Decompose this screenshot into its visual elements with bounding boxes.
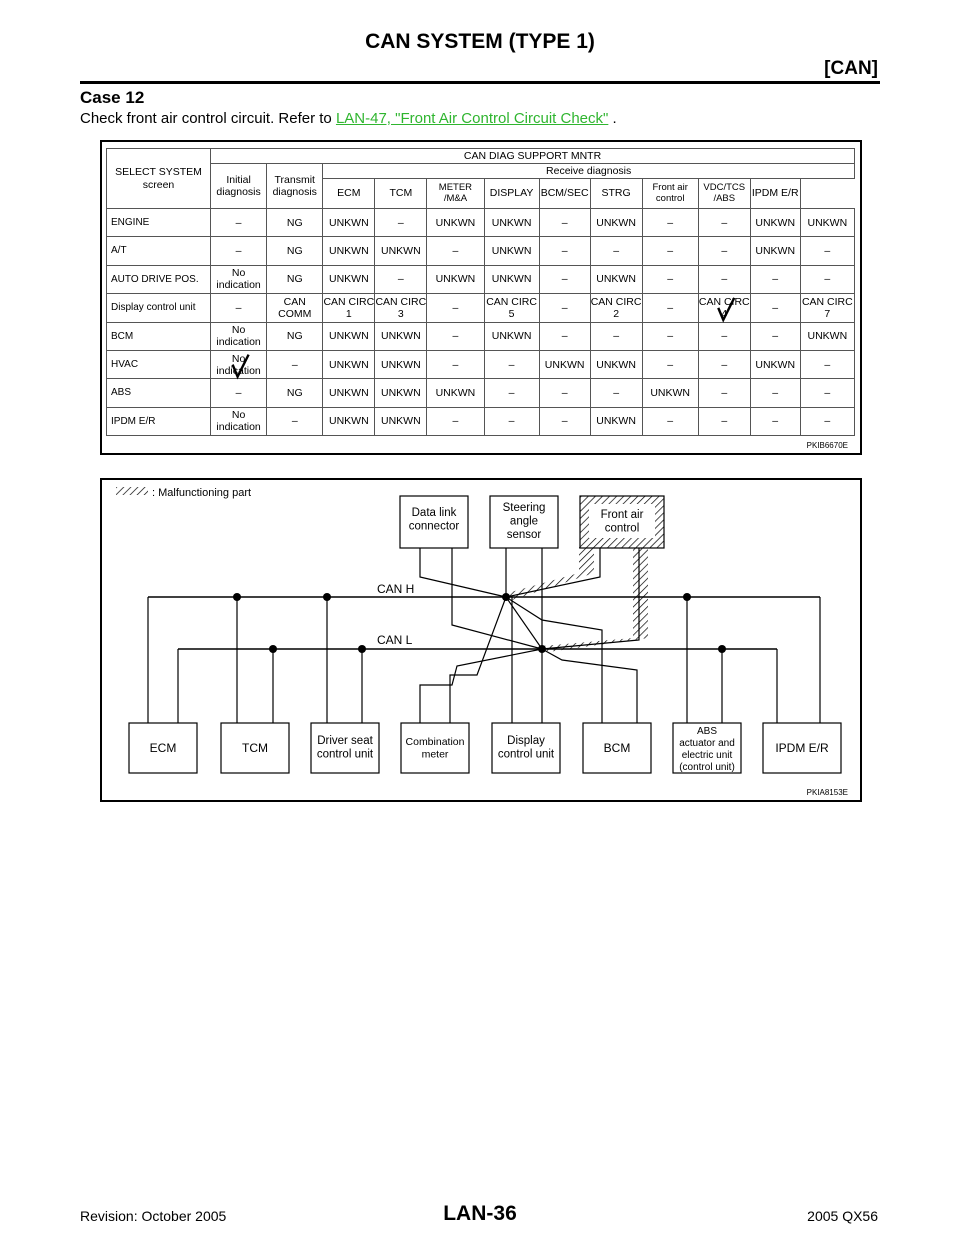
svg-text:IPDM E/R: IPDM E/R [775,741,829,755]
svg-text:Steeringanglesensor: Steering angle sensor [502,502,546,541]
table-cell: NG [267,237,323,265]
table-cell: – [800,379,854,407]
table-cell: – [539,294,590,322]
system-name-cell: BCM [107,322,211,350]
can-diag-table-figure [100,140,862,455]
table-cell: – [427,237,484,265]
table-cell: NG [267,322,323,350]
table-cell: – [750,294,800,322]
table-cell: UNKWN [323,350,375,378]
revision-date: Revision: October 2005 [80,1208,227,1224]
table-cell: – [211,294,267,322]
table-cell: No indication [211,265,267,293]
instruction-text: Check front air control circuit. Refer to [80,110,336,127]
header-rule [80,81,880,84]
page-number: LAN-36 [443,1202,517,1225]
table-cell: UNKWN [484,322,539,350]
section-tag: [CAN] [824,58,878,79]
system-name-cell: HVAC [107,350,211,378]
table-cell: – [211,237,267,265]
driver-seat-control-unit [311,723,379,773]
system-name-cell: IPDM E/R [107,407,211,435]
case-instruction [80,110,617,127]
table-cell: – [539,379,590,407]
table-cell: – [484,379,539,407]
table-cell: No indication [211,407,267,435]
column-header: IPDM E/R [750,179,800,209]
steering-angle-sensor-unit [490,496,558,548]
table-cell: – [698,209,750,237]
table-cell: – [375,209,427,237]
table-cell: UNKWN [375,237,427,265]
svg-text:ABSactuator andelectric unit(c: ABS actuator and electric unit (control unit) [679,726,735,773]
table-cell: – [698,350,750,378]
svg-text:Displaycontrol unit: Display control unit [497,735,555,761]
table-cell: – [750,379,800,407]
table-cell: – [590,379,642,407]
table-cell: – [642,237,698,265]
front-air-control-unit [580,496,664,548]
combination-meter-unit [401,723,469,773]
column-header: TCM [375,179,427,209]
table-cell: – [642,209,698,237]
table-cell: UNKWN [539,350,590,378]
table-cell: No indication [211,350,267,378]
table-cell: CAN CIRC 2 [590,294,642,322]
table-cell: – [750,322,800,350]
svg-text:Combinationmeter: Combination meter [405,736,465,761]
table-cell: – [211,209,267,237]
table-cell: – [800,237,854,265]
check-marks [102,142,860,453]
svg-text:ECM: ECM [149,741,177,755]
table-cell: – [698,322,750,350]
table-cell: – [698,379,750,407]
display-control-unit [492,723,560,773]
table-cell: – [642,265,698,293]
can-h-label: CAN H [377,582,415,596]
column-header: BCM/SEC [539,179,590,209]
legend-hatch-swatch [116,487,148,495]
table-cell: – [590,237,642,265]
can-diag-header: CAN DIAG SUPPORT MNTR [211,149,855,164]
table-cell: UNKWN [323,322,375,350]
table-cell: UNKWN [750,350,800,378]
model-year: 2005 QX56 [807,1208,878,1224]
system-name-cell: ABS [107,379,211,407]
system-name-cell: A/T [107,237,211,265]
abs-unit [673,723,741,773]
initial-diagnosis-header: Initial diagnosis [211,164,267,209]
table-cell: – [484,407,539,435]
check-mark-icon [718,298,734,320]
table-cell: UNKWN [427,209,484,237]
check-mark-icon [233,355,249,377]
table-cell: – [484,350,539,378]
table-cell: UNKWN [323,407,375,435]
table-cell: UNKWN [323,379,375,407]
table-cell: NG [267,379,323,407]
instruction-suffix: . [608,110,617,127]
table-cell: – [427,322,484,350]
table-cell: CAN CIRC 4 [698,294,750,322]
table-cell: – [590,322,642,350]
table-cell: UNKWN [375,322,427,350]
dlc-unit [400,496,468,548]
svg-text:TCM: TCM [242,741,268,755]
table-cell: NG [267,209,323,237]
column-header: VDC/TCS /ABS [698,179,750,209]
table-cell: – [642,350,698,378]
table-cell: UNKWN [323,265,375,293]
table-cell: UNKWN [375,379,427,407]
table-cell: – [267,407,323,435]
can-network-diagram-figure [100,478,862,802]
receive-diagnosis-header: Receive diagnosis [323,164,855,179]
table-cell: UNKWN [800,322,854,350]
connection-wires [148,548,820,723]
transmit-diagnosis-header: Transmit diagnosis [267,164,323,209]
system-name-cell: AUTO DRIVE POS. [107,265,211,293]
table-cell: – [427,350,484,378]
table-cell: UNKWN [750,209,800,237]
junction-dots [233,593,726,653]
table-cell: UNKWN [590,209,642,237]
table-cell: – [698,237,750,265]
svg-text:Front aircontrol: Front air control [600,509,644,535]
column-header: STRG [590,179,642,209]
table-cell: UNKWN [800,209,854,237]
can-l-label: CAN L [377,633,413,647]
table-cell: – [800,350,854,378]
tcm-unit [221,723,289,773]
table-cell: UNKWN [323,237,375,265]
table-cell: UNKWN [590,407,642,435]
table-cell: – [375,265,427,293]
table-cell: UNKWN [375,407,427,435]
table-cell: – [750,265,800,293]
table-cell: UNKWN [427,379,484,407]
ipdm-unit [763,723,841,773]
table-cell: – [427,294,484,322]
table-cell: – [267,350,323,378]
table-cell: – [642,407,698,435]
table-cell: – [642,322,698,350]
table-cell: NG [267,265,323,293]
table-cell: – [698,407,750,435]
table-cell: – [211,379,267,407]
table-cell: – [539,265,590,293]
table-cell: UNKWN [484,265,539,293]
column-header: Front air control [642,179,698,209]
svg-text:Data linkconnector: Data link connector [408,507,460,533]
table-cell: UNKWN [323,209,375,237]
bcm-unit [583,723,651,773]
table-cell: UNKWN [484,237,539,265]
system-name-cell: ENGINE [107,209,211,237]
table-cell: – [642,294,698,322]
table-cell: UNKWN [484,209,539,237]
table-cell: – [427,407,484,435]
table-cell: UNKWN [590,265,642,293]
table-cell: UNKWN [375,350,427,378]
column-header: DISPLAY [484,179,539,209]
legend-label: : Malfunctioning part [152,487,252,499]
table-cell: – [698,265,750,293]
table-cell: No indication [211,322,267,350]
column-header: ECM [323,179,375,209]
figure-id: PKIA8153E [806,788,848,797]
table-cell: UNKWN [590,350,642,378]
table-cell: CAN COMM [267,294,323,322]
page-title: CAN SYSTEM (TYPE 1) [365,30,595,53]
svg-text:BCM: BCM [603,741,631,755]
table-cell: – [539,407,590,435]
column-header: METER /M&A [427,179,484,209]
system-name-cell: Display control unit [107,294,211,322]
table-cell: – [539,209,590,237]
case-heading: Case 12 [80,88,145,107]
table-cell: – [539,322,590,350]
table-cell: CAN CIRC 5 [484,294,539,322]
table-cell: – [800,407,854,435]
table-cell: CAN CIRC 7 [800,294,854,322]
cross-reference-link[interactable]: LAN-47, "Front Air Control Circuit Check" [335,110,609,127]
table-cell: – [800,265,854,293]
table-cell: UNKWN [750,237,800,265]
svg-text:Driver seatcontrol unit: Driver seat control unit [316,735,374,761]
select-system-header: SELECT SYSTEM screen [107,149,211,209]
table-cell: UNKWN [642,379,698,407]
table-cell: CAN CIRC 1 [323,294,375,322]
table-cell: UNKWN [427,265,484,293]
table-cell: CAN CIRC 3 [375,294,427,322]
table-cell: – [750,407,800,435]
ecm-unit [129,723,197,773]
figure-id: PKIB6670E [806,441,848,450]
can-network-diagram [102,480,860,800]
table-cell: – [539,237,590,265]
